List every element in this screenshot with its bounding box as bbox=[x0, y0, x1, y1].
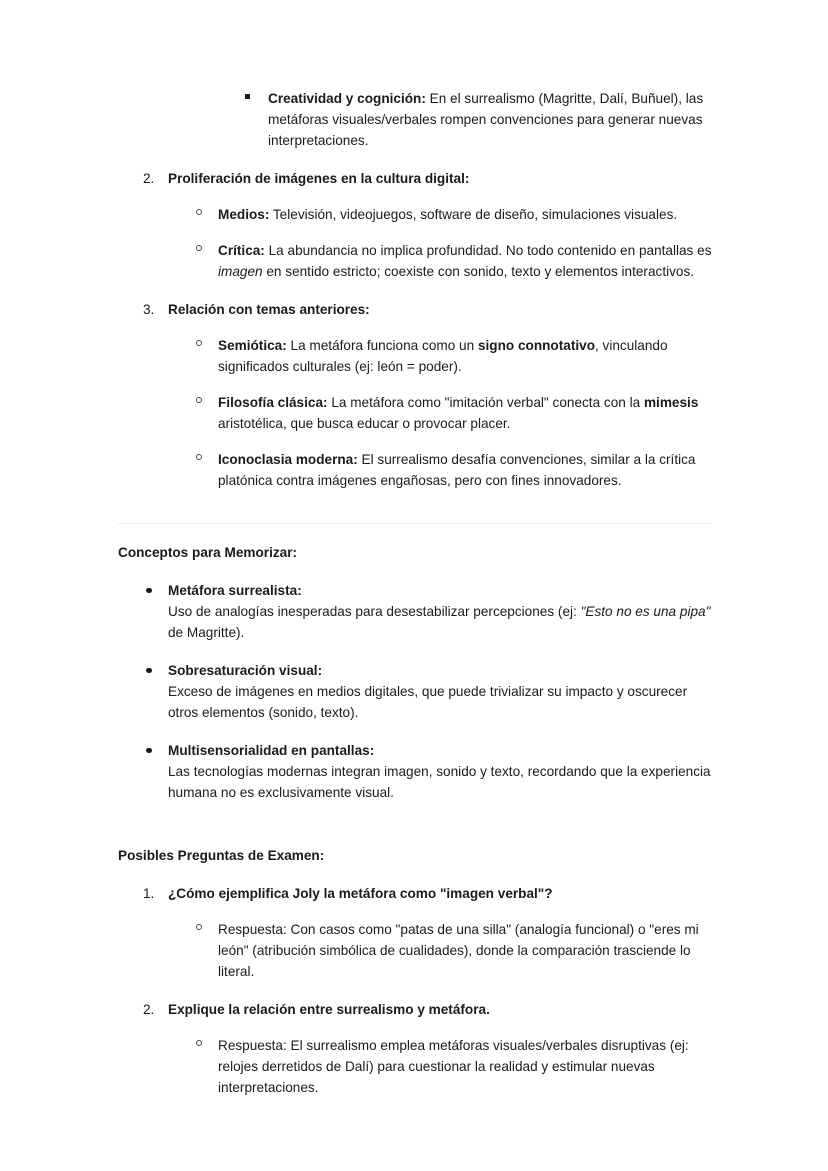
square-bullet-icon bbox=[245, 88, 268, 109]
list-item-body: Respuesta: El surrealismo emplea metáforas visuales/verbales disruptivas (ej: relojes derretidos de Dalí) para cuestionar la realidad y estimular nuevas interpretaciones. bbox=[218, 1038, 689, 1095]
disc-bullet-icon bbox=[146, 740, 168, 761]
list-item-text-strong: signo connotativo bbox=[477, 338, 595, 353]
list-item-label: Iconoclasia moderna: bbox=[218, 452, 358, 467]
spacer bbox=[118, 524, 714, 542]
section-continuation-list bbox=[118, 88, 714, 491]
list-item-body bbox=[168, 740, 714, 803]
spacer bbox=[118, 491, 714, 523]
list-number: 2. bbox=[143, 1002, 155, 1017]
list-item-text-part: La abundancia no implica profundidad. No todo contenido en pantallas es bbox=[264, 243, 712, 258]
list-number: 3. bbox=[143, 302, 155, 317]
list-item-text-emphasis: imagen bbox=[218, 264, 263, 279]
list-item bbox=[146, 660, 714, 723]
list-item bbox=[245, 88, 714, 151]
section-heading: Posibles Preguntas de Examen: bbox=[118, 848, 325, 863]
list-item-body bbox=[218, 240, 714, 282]
list-item-text-part: de Magritte). bbox=[168, 625, 245, 640]
list-item-body bbox=[268, 88, 714, 151]
list-item bbox=[196, 335, 714, 377]
list-item-label: Sobresaturación visual: bbox=[168, 663, 323, 678]
list-item-text: Las tecnologías modernas integran imagen, sonido y texto, recordando que la experiencia humana no es exclusivamente visual. bbox=[168, 764, 711, 800]
list-item-text: El surrealismo desafía convenciones, similar a la crítica platónica contra imágenes engañosas, pero con fines innovadores. bbox=[218, 452, 696, 488]
list-item-label: Semiótica: bbox=[218, 338, 287, 353]
list-item-text-part: , vinculando significados culturales (ej: león = poder). bbox=[218, 338, 668, 374]
list-item-body bbox=[168, 660, 714, 723]
list-item-body bbox=[168, 580, 714, 643]
list-item bbox=[146, 580, 714, 643]
list-item bbox=[146, 740, 714, 803]
list-item-text-part: La metáfora funciona como un bbox=[286, 338, 478, 353]
list-item bbox=[143, 299, 714, 320]
list-item-body: Respuesta: Con casos como "patas de una silla" (analogía funcional) o "eres mi león" (atribución simbólica de cualidades), donde la comparación trasciende lo literal. bbox=[218, 922, 699, 979]
list-item-body bbox=[218, 449, 714, 491]
list-item bbox=[196, 449, 714, 491]
list-item bbox=[143, 168, 714, 189]
list-item-body bbox=[168, 299, 714, 320]
list-item-body bbox=[168, 168, 714, 189]
list-item-text: En el surrealismo (Magritte, Dalí, Buñuel), las metáforas visuales/verbales rompen convenciones para generar nuevas interpretaciones. bbox=[268, 91, 704, 148]
circle-bullet-icon bbox=[196, 335, 218, 356]
list-item-label: Crítica: bbox=[218, 243, 265, 258]
list-item-label: Proliferación de imágenes en la cultura digital: bbox=[168, 171, 470, 186]
section-heading: Conceptos para Memorizar: bbox=[118, 545, 298, 560]
disc-bullet-icon bbox=[146, 580, 168, 601]
document-content bbox=[118, 88, 714, 1098]
list-item-text: Televisión, videojuegos, software de diseño, simulaciones visuales. bbox=[269, 207, 678, 222]
list-item-body bbox=[218, 204, 714, 225]
list-item-label: Explique la relación entre surrealismo y metáfora. bbox=[168, 1002, 490, 1017]
list-item-text-part: Uso de analogías inesperadas para desestabilizar percepciones (ej: bbox=[168, 604, 581, 619]
list-item-body bbox=[168, 883, 714, 904]
section-conceptos bbox=[118, 542, 714, 803]
section-preguntas bbox=[118, 845, 714, 1098]
spacer bbox=[118, 803, 714, 845]
list-item bbox=[196, 1035, 714, 1098]
list-number: 1. bbox=[143, 886, 155, 901]
circle-bullet-icon bbox=[196, 240, 218, 261]
list-item-text-part: en sentido estricto; coexiste con sonido, texto y elementos interactivos. bbox=[262, 264, 695, 279]
circle-bullet-icon bbox=[196, 919, 218, 940]
list-item bbox=[143, 999, 714, 1020]
list-item bbox=[196, 204, 714, 225]
list-item-label: Creatividad y cognición: bbox=[268, 91, 426, 106]
list-item-label: Multisensorialidad en pantallas: bbox=[168, 743, 375, 758]
circle-bullet-icon bbox=[196, 392, 218, 413]
list-item bbox=[196, 240, 714, 282]
list-item-body bbox=[218, 392, 714, 434]
list-item-text-part: La metáfora como "imitación verbal" conecta con la bbox=[327, 395, 644, 410]
list-item-text-part: aristotélica, que busca educar o provocar placer. bbox=[218, 416, 511, 431]
list-item-body bbox=[218, 335, 714, 377]
circle-bullet-icon bbox=[196, 204, 218, 225]
list-item bbox=[196, 392, 714, 434]
list-number: 2. bbox=[143, 171, 155, 186]
list-item-label: Filosofía clásica: bbox=[218, 395, 328, 410]
list-item bbox=[143, 883, 714, 904]
circle-bullet-icon bbox=[196, 1035, 218, 1056]
circle-bullet-icon bbox=[196, 449, 218, 470]
list-item-text-strong: mimesis bbox=[643, 395, 699, 410]
disc-bullet-icon bbox=[146, 660, 168, 681]
list-item-text: Exceso de imágenes en medios digitales, que puede trivializar su impacto y oscurecer otros elementos (sonido, texto). bbox=[168, 684, 688, 720]
list-item bbox=[196, 919, 714, 982]
list-item-label: Relación con temas anteriores: bbox=[168, 302, 370, 317]
list-item-label: ¿Cómo ejemplifica Joly la metáfora como "imagen verbal"? bbox=[168, 886, 553, 901]
list-item-body bbox=[168, 999, 714, 1020]
list-item-text-emphasis: "Esto no es una pipa" bbox=[580, 604, 711, 619]
list-item-label: Medios: bbox=[218, 207, 270, 222]
list-item-label: Metáfora surrealista: bbox=[168, 583, 302, 598]
